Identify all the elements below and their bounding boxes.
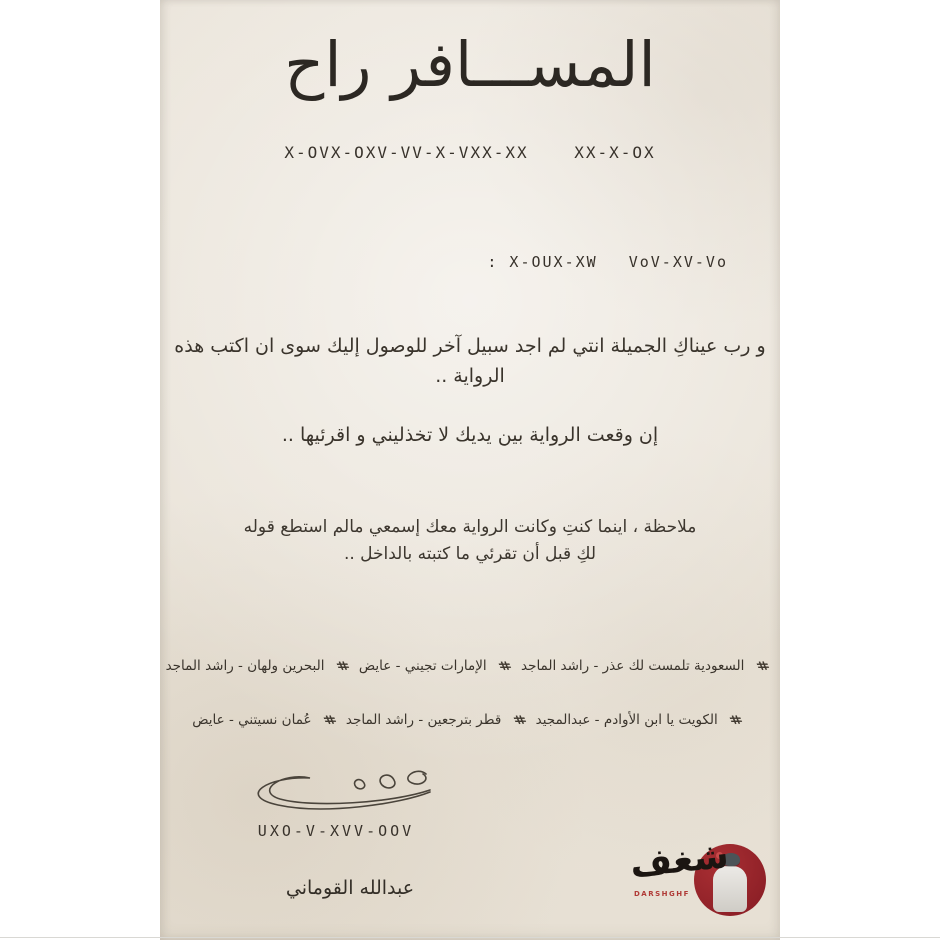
song-item: الكويت يا ابن الأوادم - عبدالمجيد bbox=[535, 712, 718, 728]
book-cover bbox=[160, 0, 780, 940]
dedication-paragraph-line2: الرواية .. bbox=[435, 365, 505, 388]
publisher-calligraphy: شغف bbox=[628, 834, 731, 887]
star-separator-icon: # bbox=[508, 712, 529, 728]
code-top-group1: X-OVX-OXV-VV-X-VXX-XX bbox=[284, 143, 529, 162]
photo-edge-line bbox=[0, 937, 940, 938]
code-top-group2: XX-X-OX bbox=[574, 143, 656, 162]
book-title: المســـافر راح bbox=[284, 28, 656, 101]
song-item: البحرين ولهان - راشد الماجد bbox=[165, 658, 325, 674]
plea-paragraph-line: إن وقعت الرواية بين يديك لا تخذليني و اقرئيها .. bbox=[281, 424, 659, 446]
song-item: الإمارات تجيني - عايض bbox=[358, 658, 487, 674]
publisher-latin-name: DARSHGHF bbox=[634, 890, 690, 898]
songs-list-line2 bbox=[160, 712, 780, 728]
dedication-paragraph-line1: و رب عيناكِ الجميلة انتي لم اجد سبيل آخر للوصول إليك سوى ان اكتب هذه bbox=[174, 335, 766, 357]
star-separator-icon: # bbox=[493, 658, 514, 674]
star-separator-icon: # bbox=[724, 712, 745, 728]
code-line-dedication bbox=[160, 253, 780, 271]
song-item: قطر بترجعين - راشد الماجد bbox=[345, 712, 502, 728]
author-signature bbox=[238, 760, 438, 822]
note-line1: ملاحظة ، اينما كنتِ وكانت الرواية معك إسمعي مالم استطع قوله bbox=[243, 517, 697, 537]
star-separator-icon: # bbox=[318, 712, 339, 728]
signature-scribble-icon bbox=[238, 760, 438, 818]
star-separator-icon: # bbox=[751, 658, 772, 674]
note-line2: لكِ قبل أن تقرئي ما كتبته بالداخل .. bbox=[343, 544, 597, 565]
publisher-logo bbox=[628, 834, 770, 922]
author-name: عبدالله القوماني bbox=[285, 877, 415, 899]
dedication-paragraph bbox=[160, 331, 780, 392]
code-line-top bbox=[160, 143, 780, 162]
song-item: السعودية تلمست لك عذر - راشد الماجد bbox=[521, 658, 745, 674]
dedication-group1: : X-OUX-XW bbox=[487, 253, 598, 271]
song-item: عُمان نسيتني - عايض bbox=[192, 712, 312, 728]
songs-list-line1 bbox=[160, 658, 780, 674]
note-paragraph bbox=[160, 514, 780, 568]
dedication-group2: VoV-XV-Vo bbox=[628, 253, 728, 271]
code-line-signature: UXO-V-XVV-OOV bbox=[257, 822, 415, 840]
plea-paragraph bbox=[160, 424, 780, 446]
star-separator-icon: # bbox=[331, 658, 352, 674]
